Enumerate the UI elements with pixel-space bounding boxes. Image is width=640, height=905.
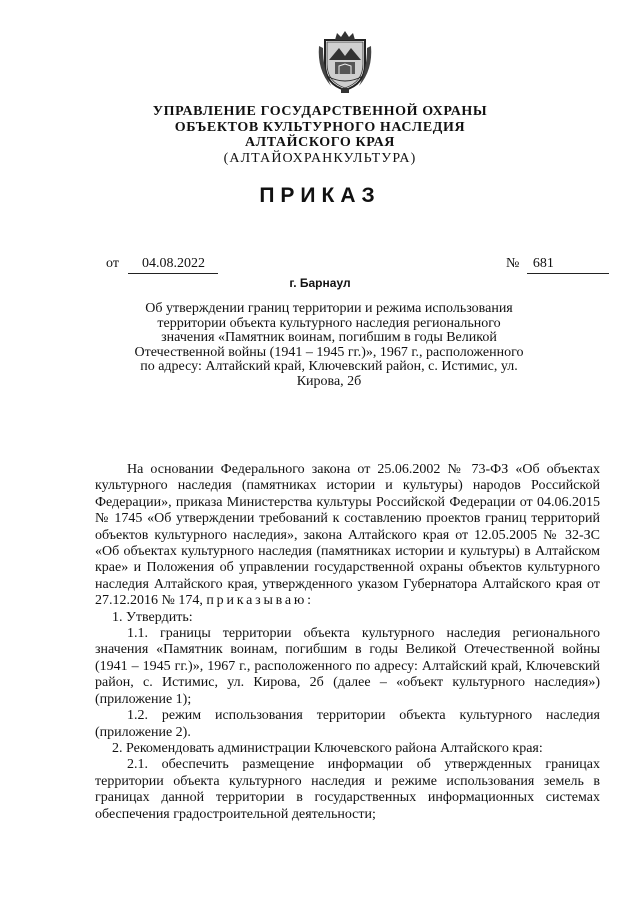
- number-label: №: [506, 256, 520, 271]
- document-date-line: [106, 256, 218, 274]
- document-number: 681: [527, 256, 609, 274]
- preamble-paragraph: [95, 462, 600, 610]
- date-label: от: [106, 256, 119, 271]
- document-body: [95, 462, 600, 823]
- coat-of-arms-emblem: [317, 30, 373, 94]
- list-item: 2.1. обеспечить размещение информации об утвержденных границах территории объекта культурного наследия и режиме использования земель в границах данной территории в государственных информационных системах обеспечения градостроительной деятельности;: [95, 757, 600, 822]
- org-name-line: УПРАВЛЕНИЕ ГОСУДАРСТВЕННОЙ ОХРАНЫ: [152, 104, 488, 119]
- document-number-line: [506, 256, 609, 274]
- org-name-line: ОБЪЕКТОВ КУЛЬТУРНОГО НАСЛЕДИЯ: [174, 119, 466, 135]
- org-name: [0, 104, 640, 166]
- document-city: г. Барнаул: [289, 276, 351, 290]
- document-type-title: ПРИКАЗ: [259, 184, 381, 207]
- org-name-line: АЛТАЙСКОГО КРАЯ: [244, 135, 396, 150]
- list-item: 1. Утвердить:: [112, 609, 193, 625]
- list-item: 1.1. границы территории объекта культурного наследия регионального значения «Памятник воинам, погибшим в годы Великой Отечественной войны (1941 – 1945 гг.)», 1967 г., расположенного по адресу: Алтайский край, Ключевский район, с. Истимис, ул. Кирова, 2б (далее – «объект культурного наследия») (приложение 1);: [95, 626, 600, 707]
- org-short-name: (АЛТАЙОХРАНКУЛЬТУРА): [223, 150, 417, 166]
- document-date: 04.08.2022: [128, 256, 218, 274]
- document-subject: Об утверждении границ территории и режима использования территории объекта культурного наследия регионального значения «Памятник воинам, погибшим в годы Великой Отечественной войны (1941 – 1945 гг.)», 1967 г., расположенного по адресу: Алтайский край, Ключевский район, с. Истимис, ул. Кирова, 2б: [134, 301, 524, 389]
- order-word: приказываю:: [206, 593, 314, 609]
- list-item: 2. Рекомендовать администрации Ключевского района Алтайского края:: [112, 740, 543, 756]
- list-item: 1.2. режим использования территории объекта культурного наследия (приложение 2).: [95, 708, 600, 740]
- preamble-text: На основании Федерального закона от 25.06.2002 № 73-ФЗ «Об объектах культурного наследия (памятниках истории и культуры) народов Российской Федерации», приказа Министерства культуры Российской Федерации от 04.06.2015 № 1745 «Об утверждении требований к составлению проектов границ территорий объектов культурного наследия», закона Алтайского края от 12.05.2005 № 32-ЗС «Об объектах культурного наследия (памятниках истории и культуры) в Алтайском крае» и Положения об управлении государственной охраны объектов культурного наследия Алтайского края, утвержденного указом Губернатора Алтайского края от 27.12.2016 № 174,: [95, 462, 600, 609]
